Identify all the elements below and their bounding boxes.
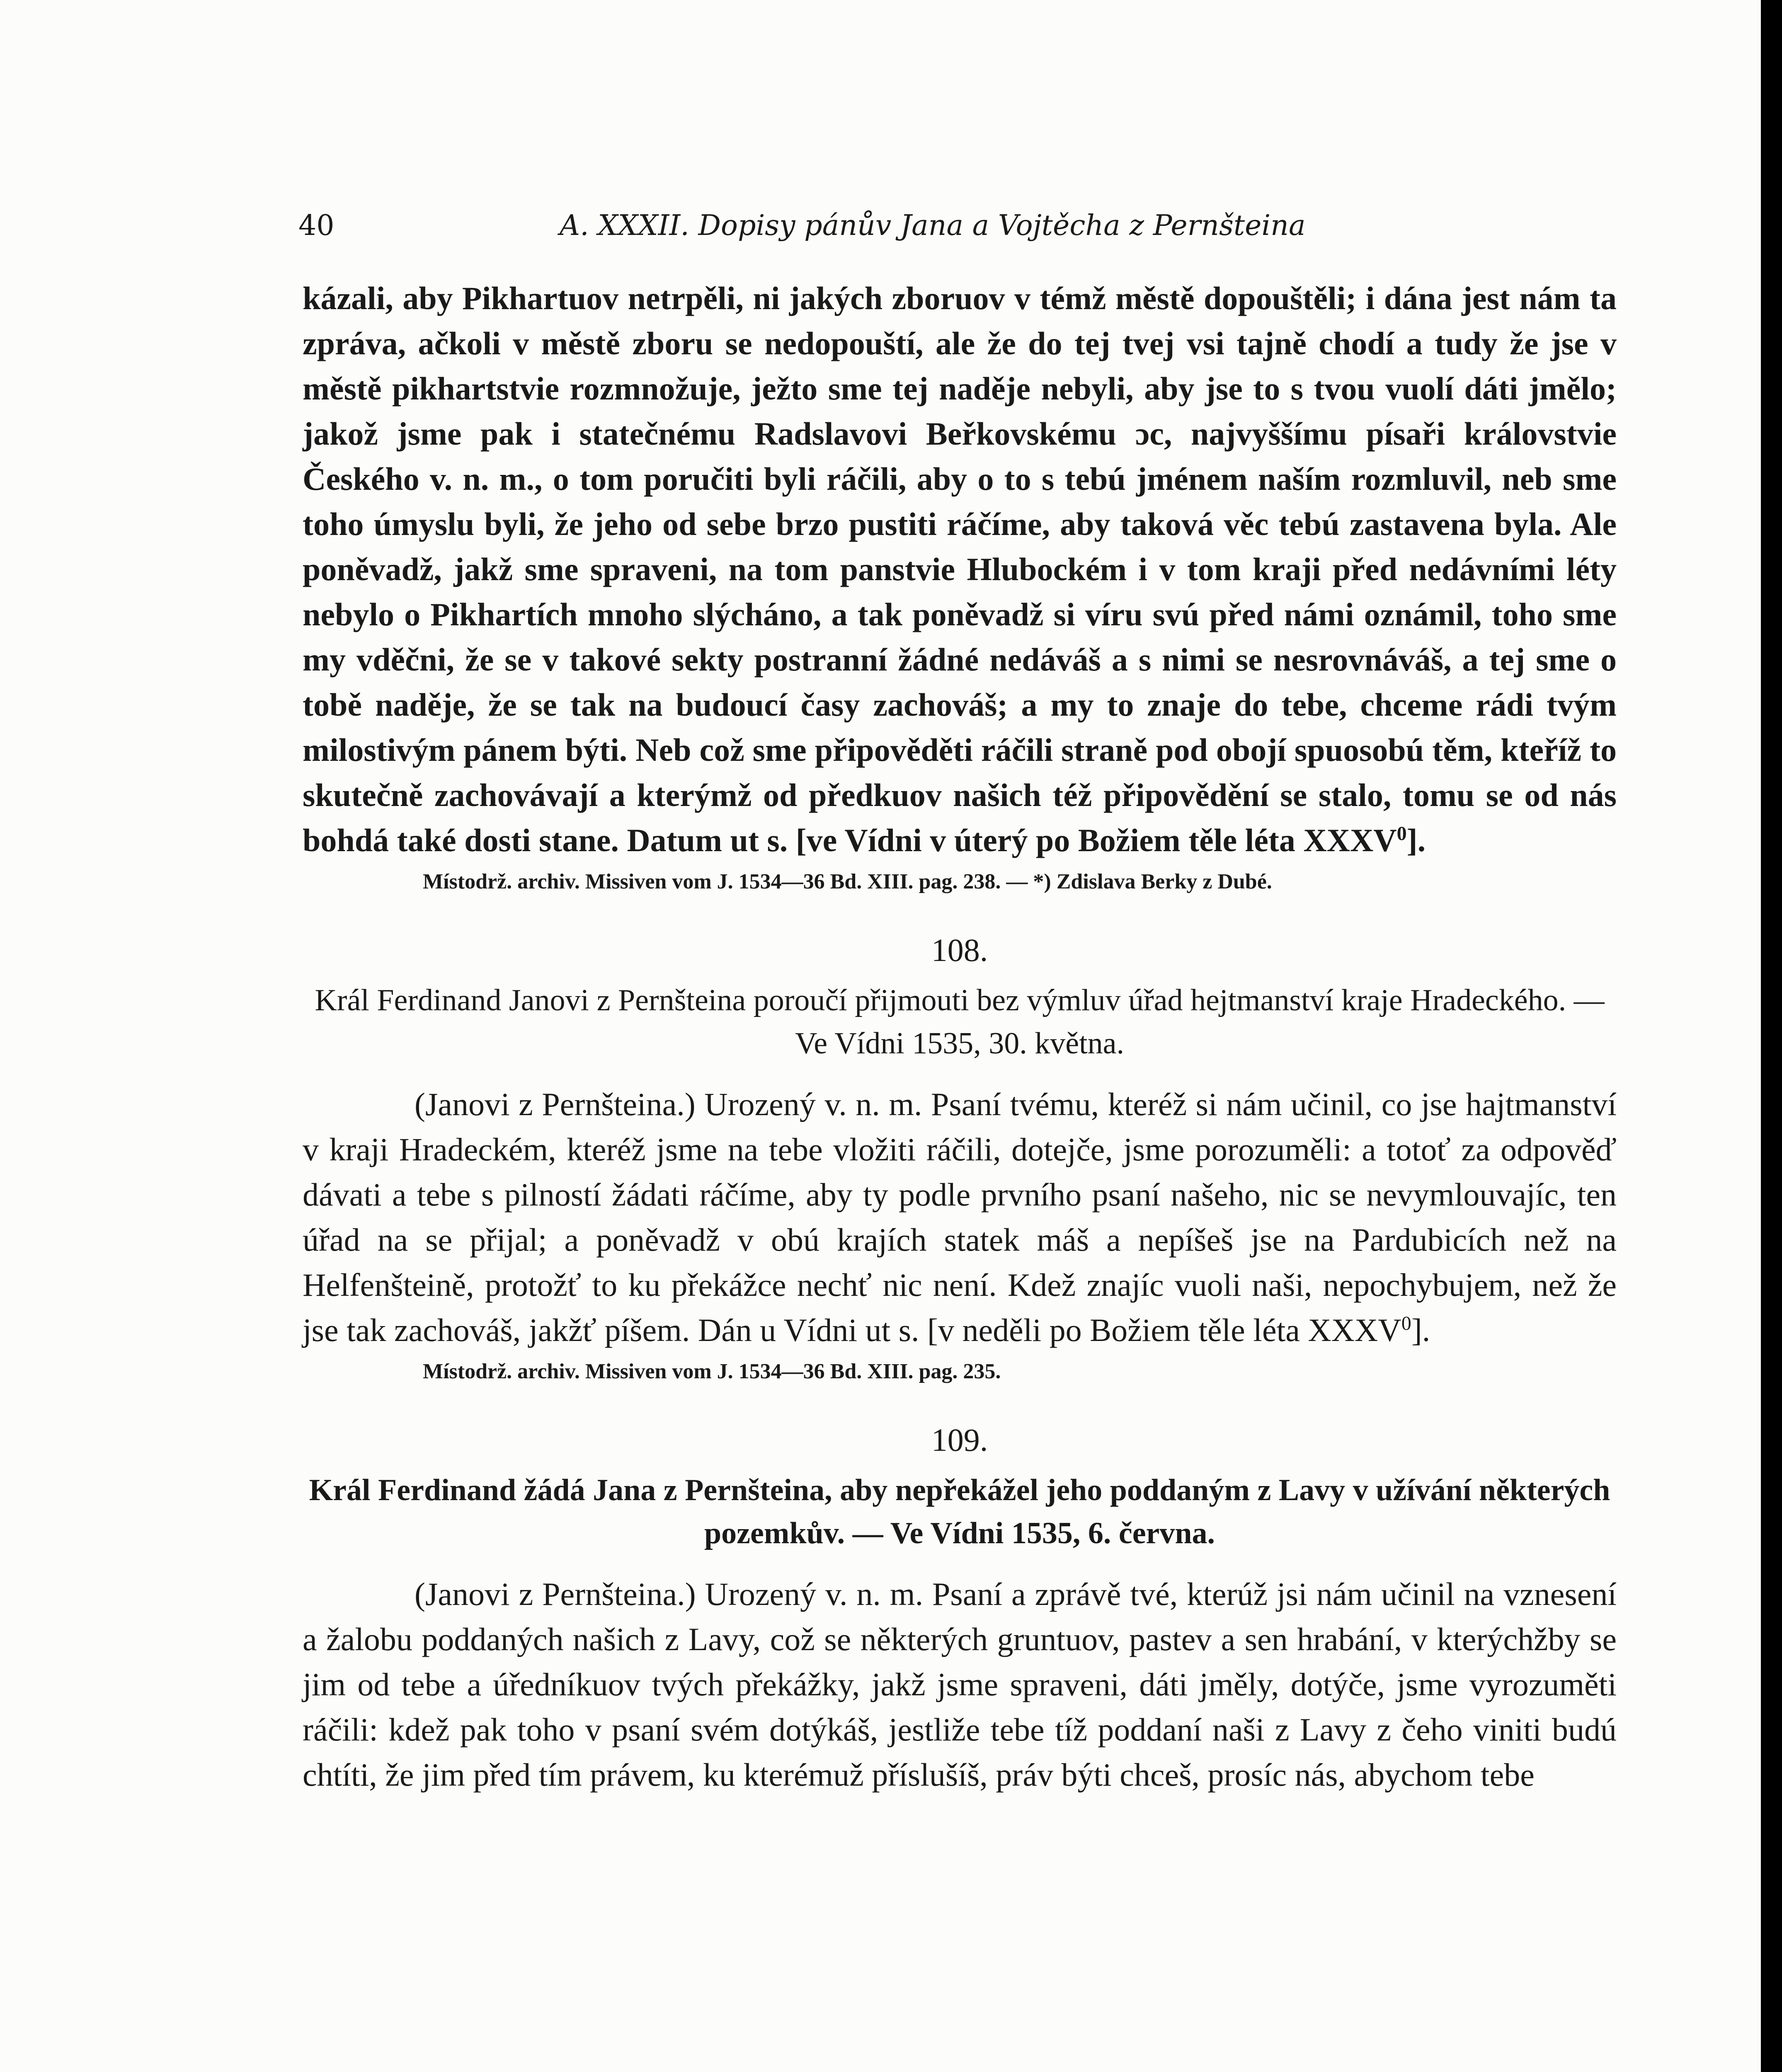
document-109-text — [303, 1571, 1617, 1797]
document-number: 108. — [931, 932, 988, 968]
paragraph-end: ]. — [1411, 1312, 1430, 1348]
superscript: 0 — [1397, 823, 1407, 845]
running-head: A. XXXII. Dopisy pánův Jana a Vojtěcha z Pernšteina — [560, 209, 1306, 242]
page-number: 40 — [298, 209, 335, 242]
paragraph-text: (Janovi z Pernšteina.) Urozený v. n. m. Psaní tvému, kteréž si nám učinil, co jse hajtmanství v kraji Hradeckém, kteréž jsme na tebe vložiti ráčili, dotejče, jsme porozuměli: a totoť za odpověď dávati a tebe s pilností žádati ráčíme, aby ty podle prvního psaní našeho, nic se nevymlouvajíc, ten úřad na se přijal; a poněvadž v obú krajích statek máš a nepíšeš jse na Pardubicích než na Helfenšteině, protožť to ku překážce nechť nic není. Kdež znajíc vuoli naši, nepochybujem, než že jse tak zachováš, jakžť píšem. Dán u Vídni ut s. [v neděli po Božiem těle léta XXXV — [303, 1086, 1617, 1348]
document-number: 109. — [931, 1422, 988, 1458]
paragraph-end: ]. — [1406, 822, 1426, 858]
page-header — [298, 205, 1617, 247]
source-note: Místodrž. archiv. Missiven vom J. 1534—36 Bd. XIII. pag. 235. — [423, 1360, 1001, 1383]
scan-border-right — [1761, 0, 1782, 2072]
superscript: 0 — [1401, 1312, 1411, 1334]
document-summary: Král Ferdinand žádá Jana z Pernšteina, aby nepřekážel jeho poddaným z Lavy v užívání některých pozemkův. — Ve Vídni 1535, 6. června. — [309, 1473, 1610, 1550]
body-text — [303, 276, 1617, 1797]
paragraph-text: (Janovi z Pernšteina.) Urozený v. n. m. Psaní a zprávě tvé, kterúž jsi nám učinil na vznesení a žalobu poddaných našich z Lavy, což se některých gruntuov, pastev a sen hrabání, v kterýchžby se jim od tebe a úředníkuov tvých překážky, jakž jsme spraveni, dáti jměly, dotýče, jsme vyrozuměti ráčili: kdež pak toho v psaní svém dotýkáš, jestliže tebe tíž poddaní naši z Lavy z čeho viniti budú chtíti, že jim před tím právem, ku kterémuž příslušíš, práv býti chceš, prosíc nás, abychom tebe — [303, 1576, 1617, 1793]
document-107-continuation — [303, 276, 1617, 863]
paragraph-text: kázali, aby Pikhartuov netrpěli, ni jakých zboruov v témž městě dopouštěli; i dána jest nám ta zpráva, ačkoli v městě zboru se nedopouští, ale že do tej tvej vsi tajně chodí a tudy že jse v městě pikhartstvie rozmnožuje, ježto sme tej naděje nebyli, aby jse to s tvou vuolí dáti jmělo; jakož jsme pak i statečnému Radslavovi Beřkovskému ɔc, najvyššímu písaři královstvie Českého v. n. m., o tom poručiti byli ráčili, aby o to s tebú jménem naším rozmluvil, neb sme toho úmyslu byli, že jeho od sebe brzo pustiti ráčíme, aby taková věc tebú zastavena byla. Ale poněvadž, jakž sme spraveni, na tom panstvie Hlubockém i v tom kraji před nedávními léty nebylo o Pikhartích mnoho slýcháno, a tak poněvadž si víru svú před námi oznámil, toho sme my vděčni, že se v takové sekty postranní žádné nedáváš a s nimi se nesrovnáváš, a tej sme o tobě naděje, že se tak na budoucí časy zachováš; a my to znaje do tebe, chceme rádi tvým milostivým pánem býti. Neb což sme připověděti ráčili straně pod obojí spuosobú těm, kteříž to skutečně zachovávají a kterýmž od předkuov našich též připovědění se stalo, tomu se od nás bohdá také dosti stane. Datum ut s. [ve Vídni v úterý po Božiem těle léta XXXV — [303, 280, 1617, 858]
source-note: Místodrž. archiv. Missiven vom J. 1534—36 Bd. XIII. pag. 238. — *) Zdislava Berky z Dubé. — [423, 870, 1272, 893]
document-108-text — [303, 1082, 1617, 1353]
document-summary: Král Ferdinand Janovi z Pernšteina poroučí přijmouti bez výmluv úřad hejtmanství kraje Hradeckého. — Ve Vídni 1535, 30. května. — [315, 983, 1605, 1060]
